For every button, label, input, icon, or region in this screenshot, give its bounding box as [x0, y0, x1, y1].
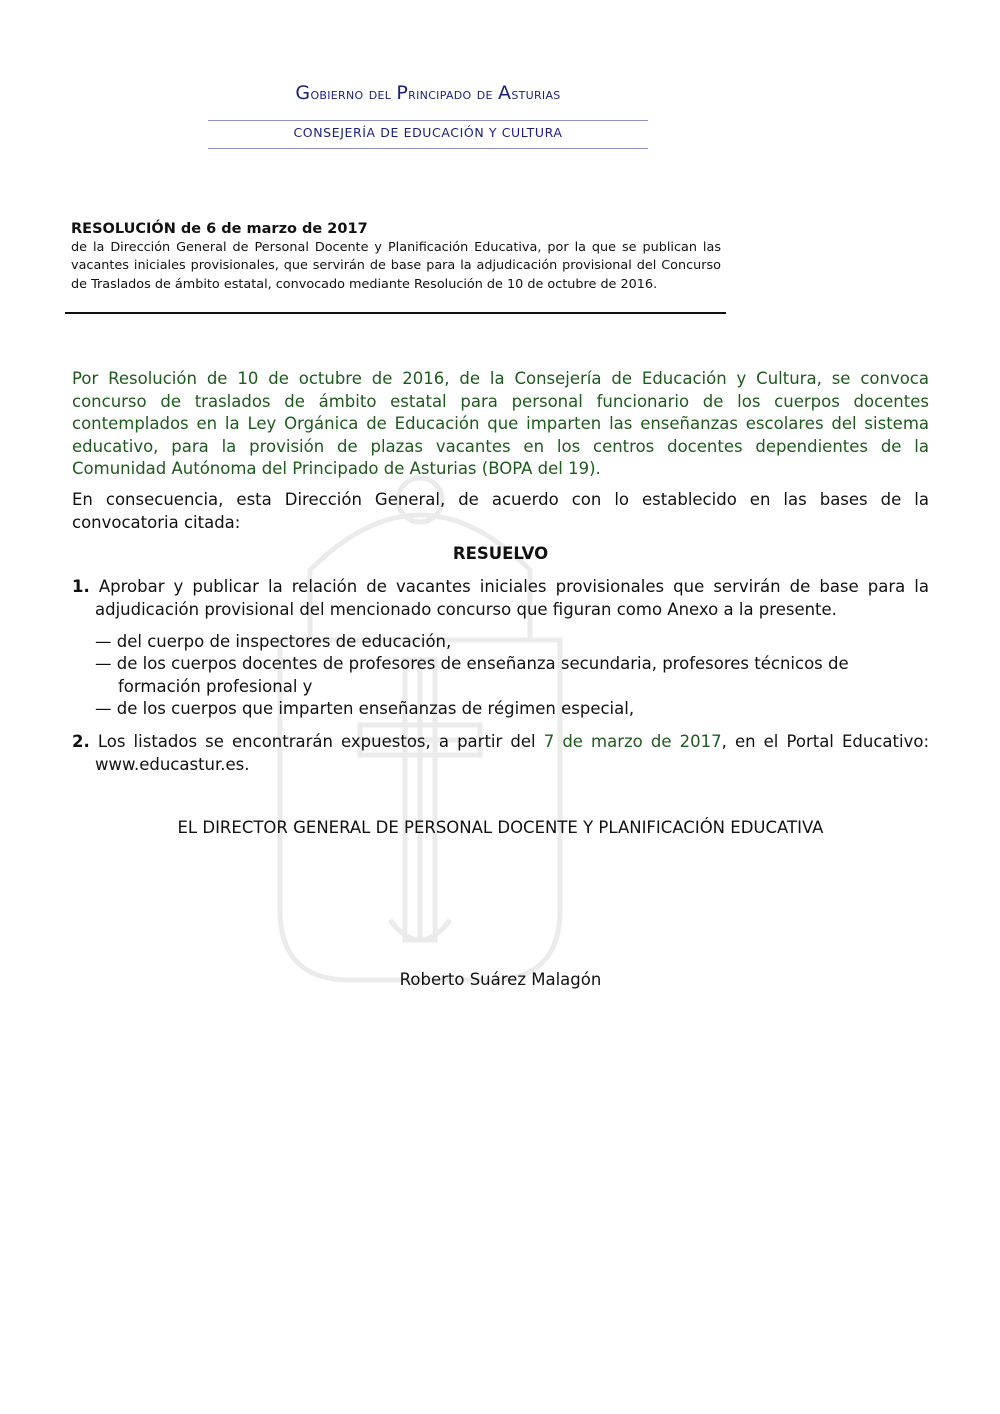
signatory-position: EL DIRECTOR GENERAL DE PERSONAL DOCENTE Y PLANIFICACIÓN EDUCATIVA: [177, 818, 824, 837]
header-divider: [208, 120, 648, 121]
signatory-name: Roberto Suárez Malagón: [399, 970, 602, 989]
header-title: Gobierno del Principado de Asturias: [295, 82, 561, 104]
item-text-after: , en el Portal Educativo: www.educastur.es.: [95, 732, 929, 774]
item-text-before: Los listados se encontrarán expuestos, a partir del: [97, 732, 536, 751]
resolution-item-2: [72, 731, 929, 776]
dash-item-secundaria: — de los cuerpos docentes de profesores de enseñanza secundaria, profesores técnicos de formación profesional y: [95, 654, 849, 696]
resolution-rule: [65, 312, 726, 314]
resolution-heading-block: [71, 220, 721, 294]
dash-item-inspectores: — del cuerpo de inspectores de educación,: [95, 632, 452, 651]
publication-date: 7 de marzo de 2017: [543, 732, 722, 751]
header-divider: [208, 148, 648, 149]
item-number: 2.: [72, 732, 90, 751]
item-number: 1.: [72, 577, 90, 596]
consequence-paragraph: En consecuencia, esta Dirección General, de acuerdo con lo establecido en las bases de la convocatoria citada:: [72, 490, 929, 532]
resuelvo-heading: RESUELVO: [452, 544, 549, 563]
header-subtitle: CONSEJERÍA DE EDUCACIÓN Y CULTURA: [293, 125, 563, 140]
resolution-item-1: [72, 576, 929, 621]
resolution-title: RESOLUCIÓN de 6 de marzo de 2017: [71, 221, 368, 237]
item-text: Aprobar y publicar la relación de vacantes iniciales provisionales que servirán de base para la adjudicación provisional del mencionado concurso que figuran como Anexo a la presente.: [95, 577, 929, 619]
dash-item-regimen-especial: — de los cuerpos que imparten enseñanzas de régimen especial,: [95, 699, 635, 718]
intro-paragraph: Por Resolución de 10 de octubre de 2016, de la Consejería de Educación y Cultura, se convoca concurso de traslados de ámbito estatal para personal funcionario de los cuerpos docentes contemplados en la Ley Orgánica de Educación que imparten las enseñanzas escolares del sistema educativo, para la provisión de plazas vacantes en los centros docentes dependientes de la Comunidad Autónoma del Principado de Asturias (BOPA del 19).: [72, 369, 929, 478]
resolution-summary: de la Dirección General de Personal Docente y Planificación Educativa, por la que se publican las vacantes iniciales provisionales, que servirán de base para la adjudicación provisional del Concurso de Traslados de ámbito estatal, convocado mediante Resolución de 10 de octubre de 2016.: [71, 240, 721, 292]
